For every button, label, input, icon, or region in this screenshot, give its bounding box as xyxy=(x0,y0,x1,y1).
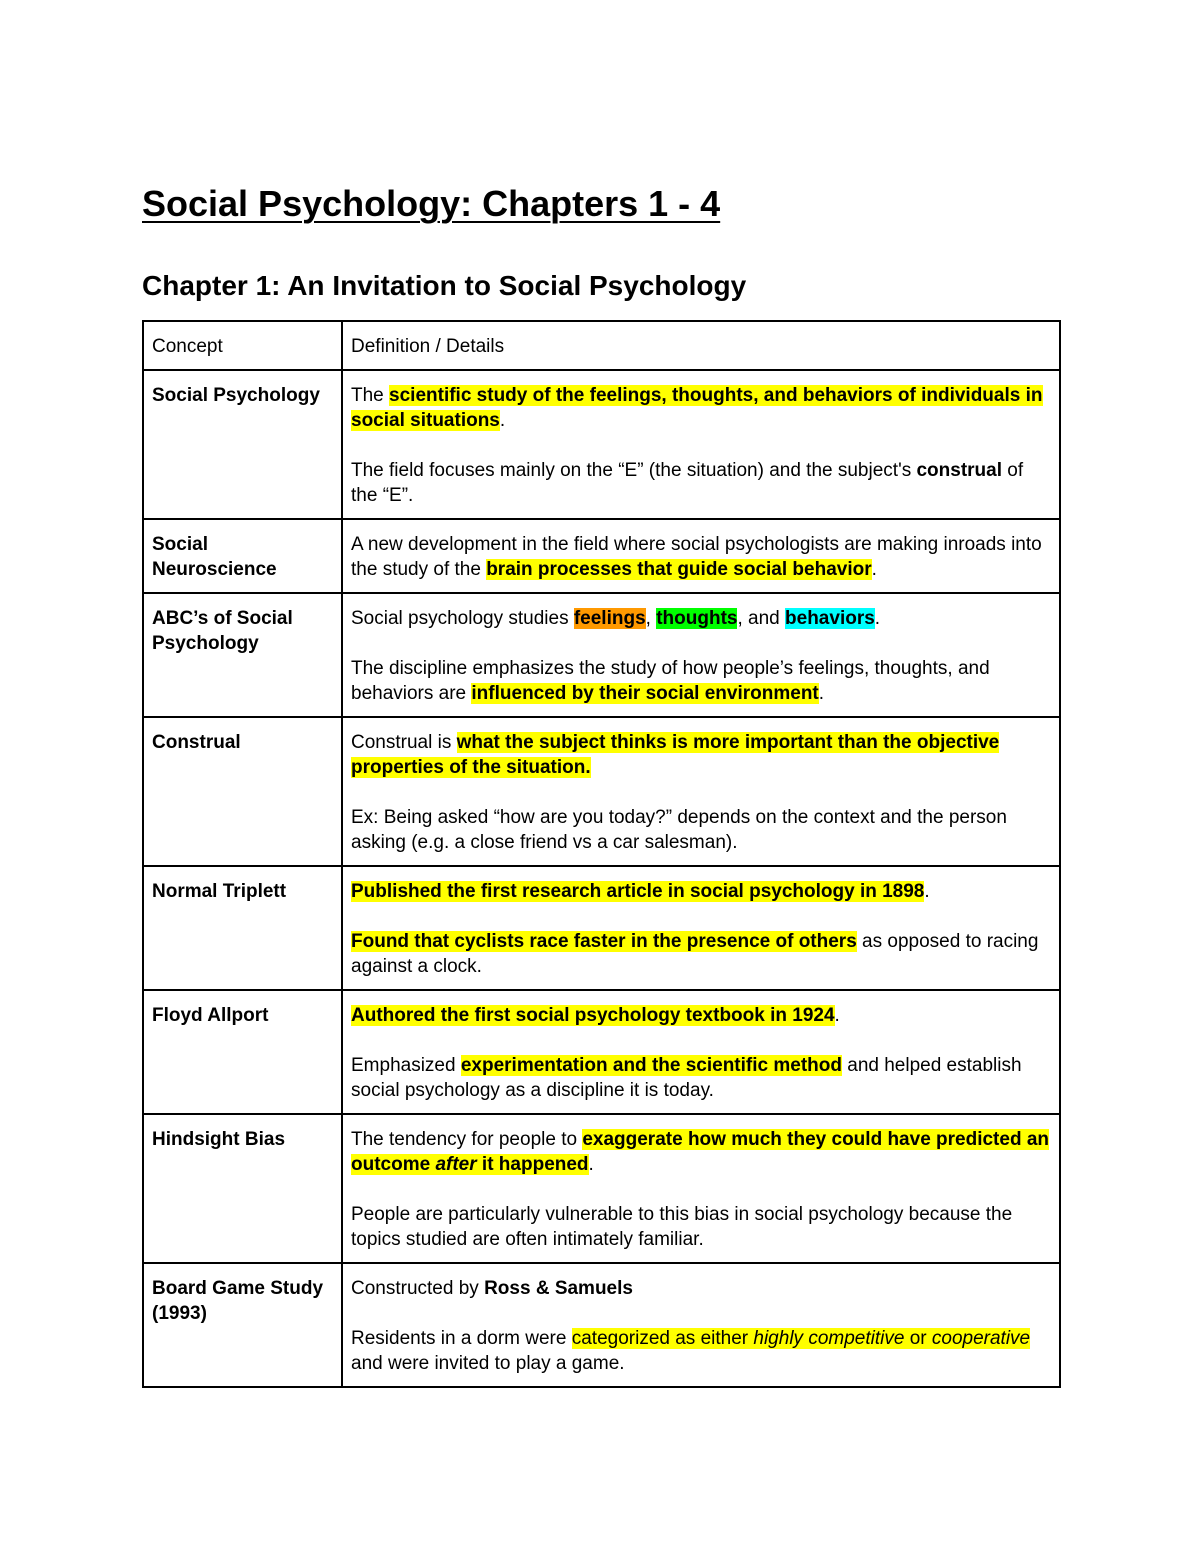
chapter-heading: Chapter 1: An Invitation to Social Psychology xyxy=(142,270,747,301)
definition-paragraph xyxy=(351,1003,1051,1028)
highlighted-text: Found that cyclists race faster in the presence of others xyxy=(351,931,857,952)
table-row xyxy=(143,717,1060,866)
definition-paragraph xyxy=(351,1202,1051,1252)
definition-cell xyxy=(342,1263,1060,1387)
text: Ex: Being asked “how are you today?” depends on the context and the person asking (e.g. a close friend vs a car salesman). xyxy=(351,807,1007,853)
highlight-behaviors: behaviors xyxy=(785,608,875,629)
definition-paragraph xyxy=(351,606,1051,631)
highlighted-text: Published the first research article in social psychology in 1898 xyxy=(351,881,925,902)
text: . xyxy=(924,881,930,902)
highlighted-text: influenced by their social environment xyxy=(471,683,819,704)
text: . xyxy=(874,608,881,629)
text: . xyxy=(499,410,506,431)
text: Residents in a dorm were xyxy=(351,1328,572,1349)
table-row xyxy=(143,519,1060,593)
text: Constructed by xyxy=(351,1278,485,1299)
text: People are particularly vulnerable to this bias in social psychology because the topics studied are often intimately familiar. xyxy=(351,1204,1013,1250)
text: The field focuses mainly on the “E” (the situation) and the subject's xyxy=(351,460,917,481)
italic-text: after xyxy=(435,1154,477,1175)
definition-cell xyxy=(342,990,1060,1114)
definition-cell xyxy=(342,593,1060,717)
definition-paragraph xyxy=(351,929,1051,979)
highlighted-text xyxy=(572,1328,1030,1349)
text: of the “E”. xyxy=(351,460,1024,506)
highlighted-text: brain processes that guide social behavior xyxy=(486,559,872,580)
text: categorized as either xyxy=(571,1328,754,1349)
definition-paragraph xyxy=(351,656,1051,706)
definition-paragraph xyxy=(351,1053,1051,1103)
table-row xyxy=(143,866,1060,990)
document-title: Social Psychology: Chapters 1 - 4 xyxy=(142,183,721,224)
table-row xyxy=(143,593,1060,717)
column-header-definition: Definition / Details xyxy=(342,321,1060,370)
highlight-feelings: feelings xyxy=(573,608,646,629)
definition-cell xyxy=(342,519,1060,593)
definition-cell xyxy=(342,1114,1060,1263)
concept-name: Social Neuroscience xyxy=(143,519,342,593)
concept-name: Floyd Allport xyxy=(143,990,342,1114)
text: and were invited to play a game. xyxy=(351,1353,625,1374)
concept-name: ABC’s of Social Psychology xyxy=(143,593,342,717)
definition-cell xyxy=(342,717,1060,866)
italic-text: highly competitive xyxy=(753,1328,905,1349)
table-header-row xyxy=(143,321,1060,370)
text: . xyxy=(588,1154,594,1175)
text: Emphasized xyxy=(351,1055,461,1076)
text: or xyxy=(904,1328,932,1349)
text: , xyxy=(645,608,657,629)
concept-name: Board Game Study (1993) xyxy=(143,1263,342,1387)
definition-cell xyxy=(342,866,1060,990)
text: The discipline emphasizes the study of how people’s feelings, thoughts, and behaviors are xyxy=(351,658,990,704)
text: and helped establish social psychology as a discipline it is today. xyxy=(351,1055,1022,1101)
concept-name: Hindsight Bias xyxy=(143,1114,342,1263)
highlighted-text: what the subject thinks is more important than the objective properties of the situation. xyxy=(351,732,1000,778)
text: . xyxy=(871,559,877,580)
table-row xyxy=(143,990,1060,1114)
definition-paragraph xyxy=(351,1326,1051,1376)
text: , and xyxy=(737,608,786,629)
concept-name: Construal xyxy=(143,717,342,866)
highlighted-text: experimentation and the scientific method xyxy=(460,1055,842,1076)
highlighted-text: Authored the first social psychology textbook in 1924 xyxy=(351,1005,835,1026)
definition-paragraph xyxy=(351,1276,1051,1301)
text: A new development in the field where social psychologists are making inroads into the study of the xyxy=(351,534,1042,580)
concept-table xyxy=(142,320,1061,1388)
bold-text: construal xyxy=(916,460,1003,481)
column-header-concept: Concept xyxy=(143,321,342,370)
definition-paragraph xyxy=(351,805,1051,855)
table-row xyxy=(143,1114,1060,1263)
text: . xyxy=(834,1005,840,1026)
table-row xyxy=(143,1263,1060,1387)
concept-name: Normal Triplett xyxy=(143,866,342,990)
concept-name: Social Psychology xyxy=(143,370,342,519)
text: as opposed to racing against a clock. xyxy=(351,931,1039,977)
bold-text: Ross & Samuels xyxy=(484,1278,633,1299)
definition-paragraph xyxy=(351,879,1051,904)
italic-text: cooperative xyxy=(931,1328,1031,1349)
highlight-thoughts: thoughts xyxy=(656,608,738,629)
text: . xyxy=(818,683,825,704)
definition-paragraph xyxy=(351,458,1051,508)
highlighted-text: scientific study of the feelings, thoughts, and behaviors of individuals in social situations xyxy=(351,385,1043,431)
text: The xyxy=(351,385,390,406)
definition-cell xyxy=(342,370,1060,519)
text: The tendency for people to xyxy=(351,1129,583,1150)
table-row xyxy=(143,370,1060,519)
definition-paragraph xyxy=(351,730,1051,780)
definition-paragraph xyxy=(351,383,1051,433)
text: it happened xyxy=(476,1154,589,1175)
definition-paragraph xyxy=(351,532,1051,582)
text: Construal is xyxy=(351,732,457,753)
definition-paragraph xyxy=(351,1127,1051,1177)
text: Social psychology studies xyxy=(351,608,574,629)
text: exaggerate how much they could have predicted an outcome xyxy=(351,1129,1050,1175)
